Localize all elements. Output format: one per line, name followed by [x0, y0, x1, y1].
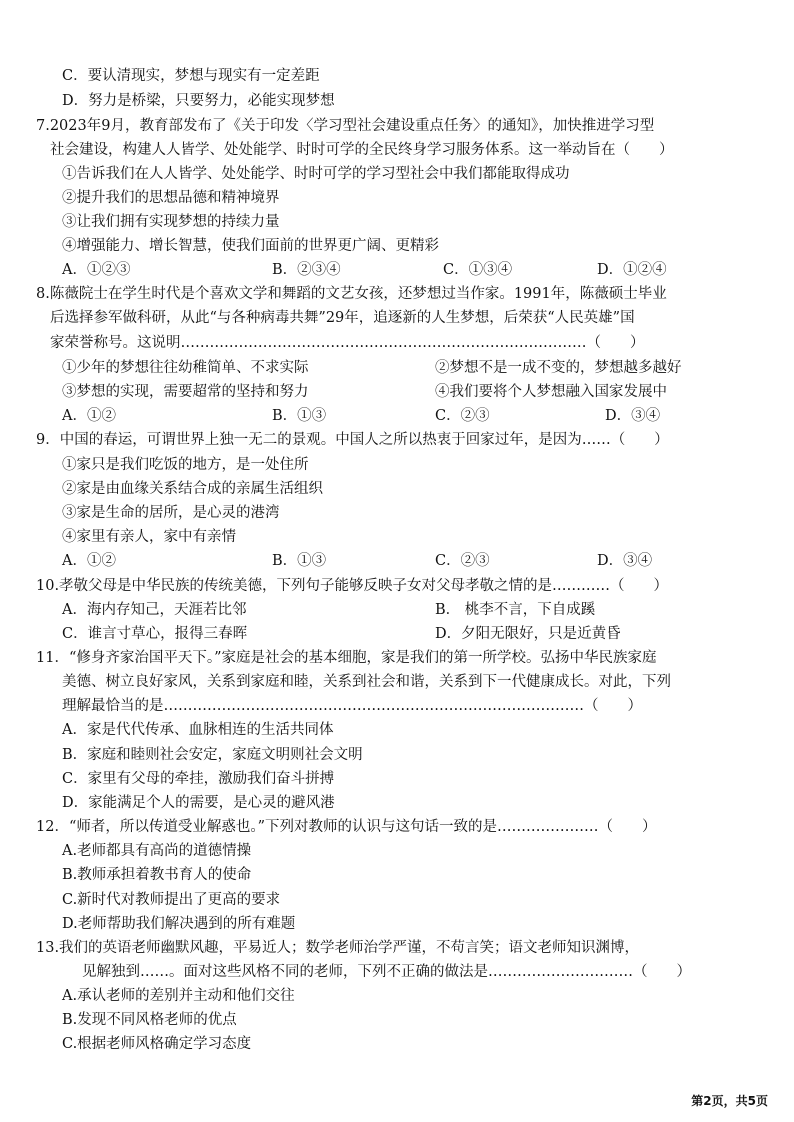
q10-options-row1 — [62, 600, 762, 622]
q12-option-d[interactable]: D.老师帮助我们解决遇到的所有难题 — [62, 916, 296, 932]
q10-option-a[interactable]: A．海内存知己，天涯若比邻 — [62, 602, 247, 618]
q8-statements-row1 — [62, 358, 762, 380]
q7-options — [62, 260, 762, 282]
page-number: 第2页，共5页 — [691, 1094, 768, 1108]
q8-option-b[interactable]: B．①③ — [272, 408, 327, 424]
q10-option-d[interactable]: D．夕阳无限好，只是近黄昏 — [435, 626, 621, 642]
q8-options — [62, 406, 762, 428]
q7-statement-1: ①告诉我们在人人皆学、处处能学、时时可学的学习型社会中我们都能取得成功 — [62, 166, 570, 182]
q11-option-a[interactable]: A．家是代代传承、血脉相连的生活共同体 — [62, 722, 334, 738]
option-d-prev: D．努力是桥梁，只要努力，必能实现梦想 — [62, 93, 335, 109]
q12-option-a[interactable]: A.老师都具有高尚的道德情操 — [62, 843, 252, 859]
q11-stem-line1: 11．“修身齐家治国平天下。”家庭是社会的基本细胞，家是我们的第一所学校。弘扬中华民族家庭 — [36, 650, 657, 666]
q12-stem: 12．“师者，所以传道受业解惑也。”下列对教师的认识与这句话一致的是…………………（ ） — [36, 819, 657, 835]
q7-stem-line2: 社会建设，构建人人皆学、处处能学、时时可学的全民终身学习服务体系。这一举动旨在（ ） — [50, 142, 674, 158]
q9-stem: 9．中国的春运，可谓世界上独一无二的景观。中国人之所以热衷于回家过年，是因为……（ ） — [36, 432, 669, 448]
q10-stem: 10.孝敬父母是中华民族的传统美德，下列句子能够反映子女对父母孝敬之情的是…………（ ） — [36, 578, 669, 594]
q8-statement-4: ④我们要将个人梦想融入国家发展中 — [435, 384, 667, 400]
q9-option-b[interactable]: B．①③ — [272, 553, 327, 569]
q7-statement-3: ③让我们拥有实现梦想的持续力量 — [62, 214, 280, 230]
q10-option-c[interactable]: C．谁言寸草心，报得三春晖 — [62, 626, 248, 642]
q13-option-c[interactable]: C.根据老师风格确定学习态度 — [62, 1036, 252, 1052]
q7-option-d[interactable]: D．①②④ — [597, 262, 667, 278]
q7-stem-line1: 7.2023年9月，教育部发布了《关于印发〈学习型社会建设重点任务〉的通知》，加快推进学习型 — [36, 118, 655, 134]
q13-option-a[interactable]: A.承认老师的差别并主动和他们交往 — [62, 988, 295, 1004]
q8-stem-line3: 家荣誉称号。这说明…………………………………………………………………………（ ） — [50, 335, 645, 351]
q9-statement-1: ①家只是我们吃饭的地方，是一处住所 — [62, 457, 309, 473]
q9-option-a[interactable]: A．①② — [62, 553, 116, 569]
q9-statement-2: ②家是由血缘关系结合成的亲属生活组织 — [62, 481, 323, 497]
q8-option-d[interactable]: D．③④ — [605, 408, 661, 424]
q13-option-b[interactable]: B.发现不同风格老师的优点 — [62, 1012, 237, 1028]
q11-stem-line2: 美德、树立良好家风，关系到家庭和睦，关系到社会和谐，关系到下一代健康成长。对此，下列 — [62, 674, 671, 690]
q7-statement-4: ④增强能力、增长智慧，使我们面前的世界更广阔、更精彩 — [62, 238, 439, 254]
q11-stem-line3: 理解最恰当的是……………………………………………………………………………（ ） — [62, 698, 642, 714]
q9-statement-4: ④家里有亲人，家中有亲情 — [62, 529, 236, 545]
q8-stem-line1: 8.陈薇院士在学生时代是个喜欢文学和舞蹈的文艺女孩，还梦想过当作家。1991年，陈薇硕士毕业 — [36, 286, 667, 302]
q11-option-c[interactable]: C．家里有父母的牵挂，激励我们奋斗拼搏 — [62, 771, 335, 787]
q12-option-b[interactable]: B.教师承担着教书育人的使命 — [62, 867, 252, 883]
q12-option-c[interactable]: C.新时代对教师提出了更高的要求 — [62, 892, 281, 908]
q8-statement-1: ①少年的梦想往往幼稚简单、不求实际 — [62, 360, 309, 376]
q8-statements-row2 — [62, 382, 762, 404]
q8-statement-2: ②梦想不是一成不变的，梦想越多越好 — [435, 360, 682, 376]
q7-option-a[interactable]: A．①②③ — [62, 262, 131, 278]
q13-stem-line1: 13.我们的英语老师幽默风趣，平易近人；数学老师治学严谨，不苟言笑；语文老师知识渊博， — [36, 940, 640, 956]
q10-options-row2 — [62, 624, 762, 646]
q8-option-c[interactable]: C．②③ — [435, 408, 490, 424]
q7-option-c[interactable]: C．①③④ — [443, 262, 513, 278]
q9-statement-3: ③家是生命的居所，是心灵的港湾 — [62, 505, 280, 521]
q9-option-d[interactable]: D．③④ — [597, 553, 653, 569]
q11-option-b[interactable]: B．家庭和睦则社会安定，家庭文明则社会文明 — [62, 747, 363, 763]
q10-option-b[interactable]: B． 桃李不言，下自成蹊 — [435, 602, 596, 618]
q7-statement-2: ②提升我们的思想品德和精神境界 — [62, 190, 280, 206]
q11-option-d[interactable]: D．家能满足个人的需要，是心灵的避风港 — [62, 795, 335, 811]
option-c-prev: C．要认清现实，梦想与现实有一定差距 — [62, 68, 320, 84]
q13-stem-line2: 见解独到……。面对这些风格不同的老师，下列不正确的做法是…………………………（ ） — [82, 964, 691, 980]
q8-stem-line2: 后选择参军做科研，从此“与各种病毒共舞”29年，追逐新的人生梦想，后荣获“人民英雄”国 — [50, 310, 635, 326]
q9-option-c[interactable]: C．②③ — [435, 553, 490, 569]
q9-options — [62, 551, 762, 573]
q8-statement-3: ③梦想的实现，需要超常的坚持和努力 — [62, 384, 309, 400]
q8-option-a[interactable]: A．①② — [62, 408, 116, 424]
q7-option-b[interactable]: B．②③④ — [272, 262, 341, 278]
